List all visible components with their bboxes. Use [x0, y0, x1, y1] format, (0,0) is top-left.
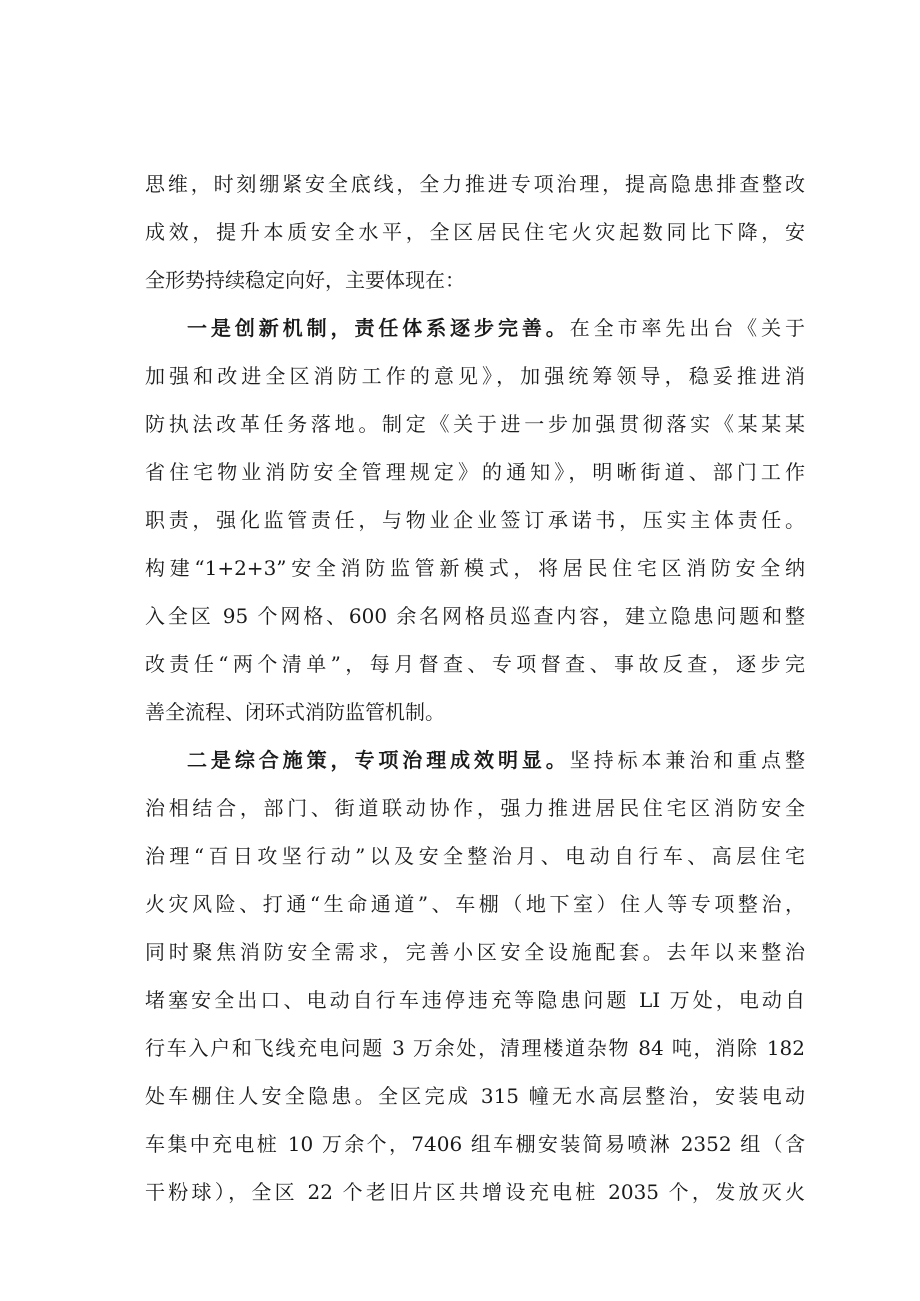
section2-line: 治相结合，部门、街道联动协作，强力推进居民住宅区消防安全: [145, 796, 805, 820]
section2-first-line: [145, 736, 805, 784]
section1-line: 职责，强化监管责任，与物业企业签订承诺书，压实主体责任。: [145, 508, 805, 532]
section1-line: 加强和改进全区消防工作的意见》，加强统筹领导，稳妥推进消: [145, 364, 805, 388]
intro-line-3: 全形势持续稳定向好，主要体现在：: [145, 268, 465, 292]
section1-first-line-text: 在全市率先出台《关于: [569, 316, 805, 340]
section1-line: 善全流程、闭环式消防监管机制。: [145, 700, 445, 724]
document-body: [145, 160, 805, 1216]
section1-line: 改责任“两个清单”，每月督查、专项督查、事故反查，逐步完: [145, 652, 805, 676]
intro-line-1: 思维，时刻绷紧安全底线，全力推进专项治理，提高隐患排查整改: [145, 172, 805, 196]
section2-line: 同时聚焦消防安全需求，完善小区安全设施配套。去年以来整治: [145, 940, 805, 964]
section2-line: 行车入户和飞线充电问题 3 万余处，清理楼道杂物 84 吨，消除 182: [145, 1036, 805, 1060]
intro-line-2: 成效，提升本质安全水平，全区居民住宅火灾起数同比下降，安: [145, 220, 805, 244]
section1-line: 入全区 95 个网格、600 余名网格员巡查内容，建立隐患问题和整: [145, 604, 805, 628]
section2-line: 车集中充电桩 10 万余个，7406 组车棚安装简易喷淋 2352 组（含: [145, 1132, 805, 1156]
section2-heading: 二是综合施策，专项治理成效明显。: [187, 748, 570, 772]
section1-heading: 一是创新机制，责任体系逐步完善。: [187, 316, 570, 340]
section1-line: 省住宅物业消防安全管理规定》的通知》，明晰街道、部门工作: [145, 460, 805, 484]
section2-line: 干粉球），全区 22 个老旧片区共增设充电桩 2035 个，发放灭火: [145, 1180, 805, 1204]
section2-line: 处车棚住人安全隐患。全区完成 315 幢无水高层整治，安装电动: [145, 1084, 805, 1108]
section2-line: 堵塞安全出口、电动自行车违停违充等隐患问题 LI 万处，电动自: [145, 988, 805, 1012]
section2-line: 治理“百日攻坚行动”以及安全整治月、电动自行车、高层住宅: [145, 844, 805, 868]
section1-line: 防执法改革任务落地。制定《关于进一步加强贯彻落实《某某某: [145, 412, 805, 436]
section2-line: 火灾风险、打通“生命通道”、车棚（地下室）住人等专项整治，: [145, 892, 805, 916]
section2-first-line-text: 坚持标本兼治和重点整: [569, 748, 805, 772]
section1-line: 构建“1+2+3”安全消防监管新模式，将居民住宅区消防安全纳: [145, 556, 805, 580]
section1-first-line: [145, 304, 805, 352]
